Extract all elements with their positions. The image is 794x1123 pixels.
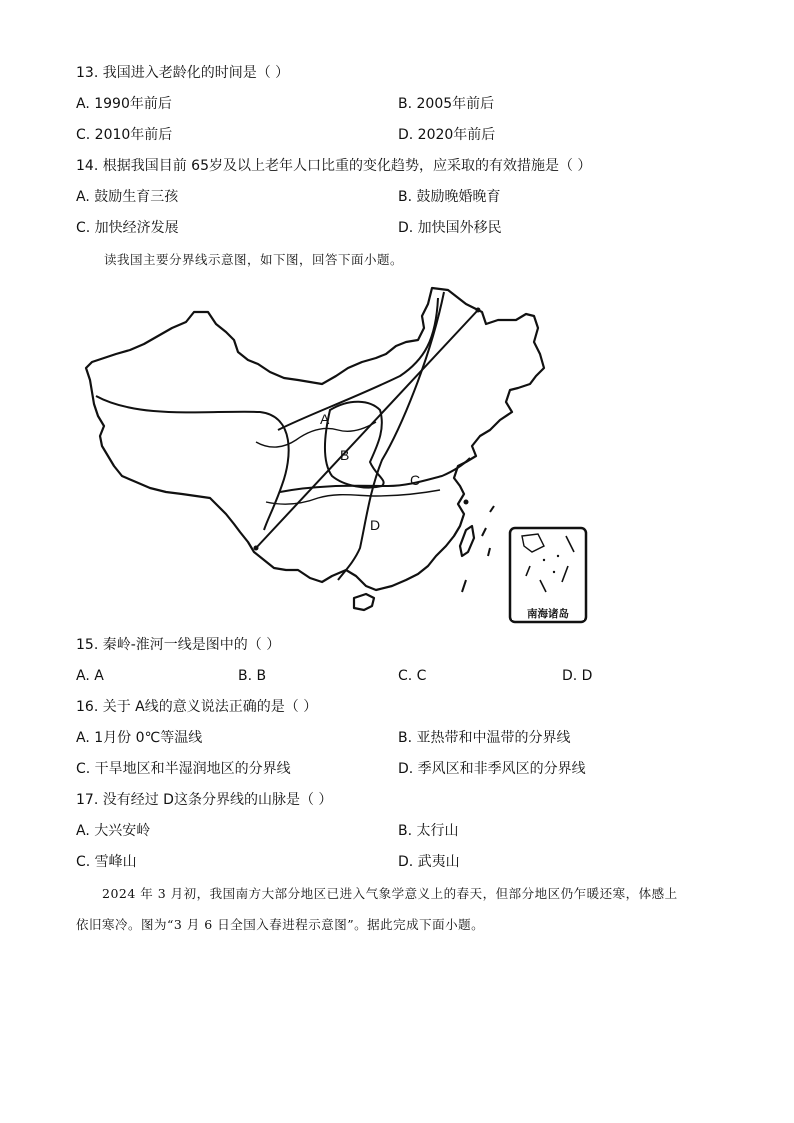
yangtze-river <box>266 490 440 504</box>
sea-dashes <box>462 506 494 592</box>
q15-option-b: B. B <box>238 668 267 684</box>
q13-option-d: D. 2020年前后 <box>398 127 496 143</box>
q13-option-c: C. 2010年前后 <box>76 127 173 143</box>
hainan-island <box>354 594 374 610</box>
south-sea-inset <box>510 528 586 622</box>
q15-option-c: C. C <box>398 668 427 684</box>
map-label-b: B <box>340 447 350 463</box>
map-label-a: A <box>320 411 330 427</box>
plateau-loop <box>325 402 384 488</box>
end-dot-left <box>254 546 259 551</box>
q14-option-a: A. 鼓励生育三孩 <box>76 189 179 205</box>
q17-option-c: C. 雪峰山 <box>76 854 137 870</box>
q16-option-c: C. 干旱地区和半湿润地区的分界线 <box>76 761 291 777</box>
china-boundary-map <box>70 280 610 625</box>
q17-stem: 17. 没有经过 D这条分界线的山脉是（ ） <box>76 792 333 808</box>
map-label-c: C <box>410 472 421 488</box>
q17-option-a: A. 大兴安岭 <box>76 823 151 839</box>
q14-option-d: D. 加快国外移民 <box>398 220 502 236</box>
q16-option-d: D. 季风区和非季风区的分界线 <box>398 761 586 777</box>
q15-stem: 15. 秦岭-淮河一线是图中的（ ） <box>76 637 281 653</box>
q17-option-b: B. 太行山 <box>398 823 459 839</box>
yellow-river <box>256 422 376 447</box>
end-dot-right <box>476 308 481 313</box>
spring-intro-line1: 2024 年 3 月初，我国南方大部分地区已进入气象学意义上的春天，但部分地区仍乍暖还寒，体感上 <box>102 886 678 901</box>
q14-option-b: B. 鼓励晚婚晚育 <box>398 189 501 205</box>
q13-stem: 13. 我国进入老龄化的时间是（ ） <box>76 65 290 81</box>
q15-option-a: A. A <box>76 668 104 684</box>
q13-option-a: A. 1990年前后 <box>76 96 172 112</box>
boundary-line-a <box>96 396 289 530</box>
map-label-d: D <box>370 517 381 533</box>
q14-option-c: C. 加快经济发展 <box>76 220 179 236</box>
china-outline <box>86 288 544 590</box>
inset-label: 南海诸岛 <box>527 608 569 620</box>
boundary-line-d <box>338 292 444 580</box>
q17-option-d: D. 武夷山 <box>398 854 460 870</box>
q13-option-b: B. 2005年前后 <box>398 96 495 112</box>
taiwan-island <box>460 526 474 556</box>
q16-option-a: A. 1月份 0℃等温线 <box>76 730 203 746</box>
q16-stem: 16. 关于 A线的意义说法正确的是（ ） <box>76 699 318 715</box>
map-intro: 读我国主要分界线示意图，如下图，回答下面小题。 <box>104 252 404 267</box>
q16-option-b: B. 亚热带和中温带的分界线 <box>398 730 571 746</box>
spring-intro-line2: 依旧寒冷。图为“3 月 6 日全国入春进程示意图”。据此完成下面小题。 <box>76 917 485 932</box>
q14-stem: 14. 根据我国目前 65岁及以上老年人口比重的变化趋势，应采取的有效措施是（ ） <box>76 158 592 174</box>
end-dot-c <box>464 500 469 505</box>
q15-option-d: D. D <box>562 668 593 684</box>
